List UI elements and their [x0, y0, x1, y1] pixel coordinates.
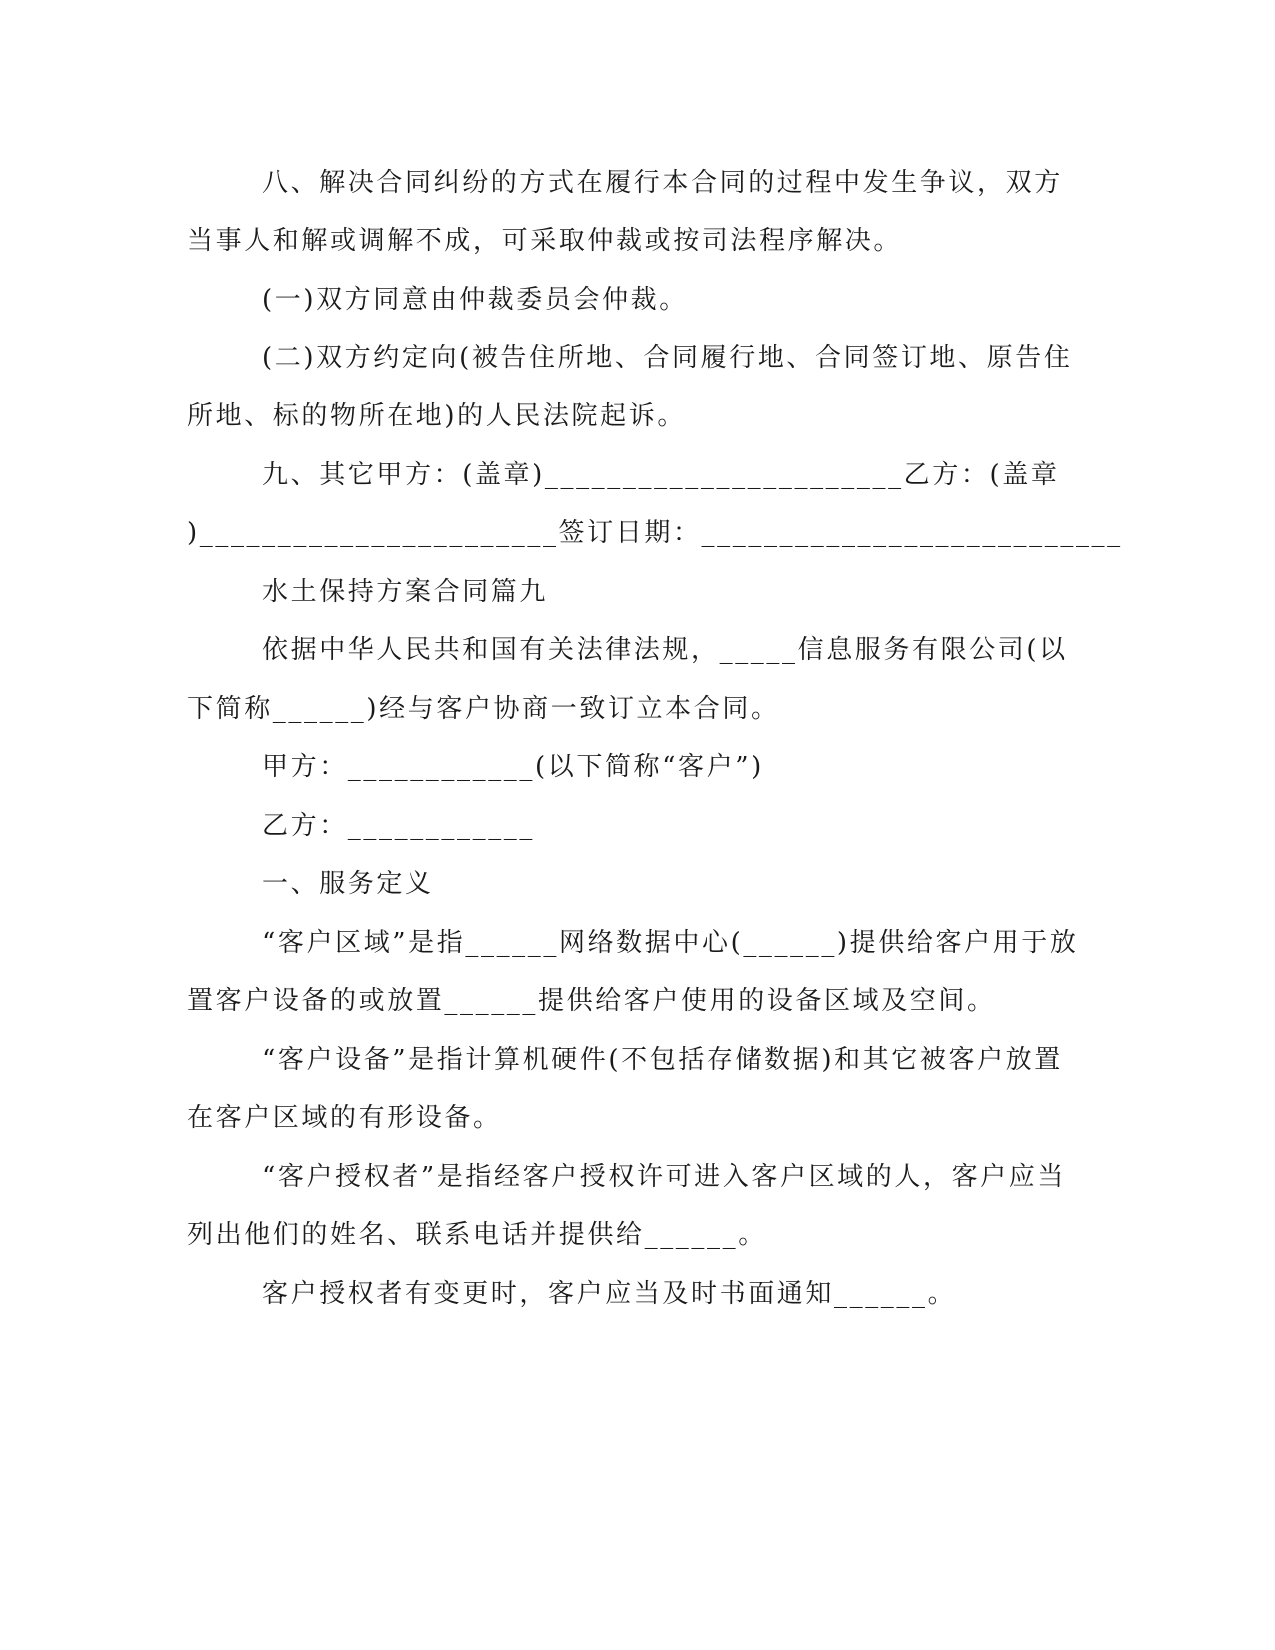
paragraph-court-option-line-1: (二)双方约定向(被告住所地、合同履行地、合同签订地、原告住	[262, 343, 1073, 373]
section-heading-contract-nine: 水土保持方案合同篇九	[262, 577, 549, 607]
paragraph-authorized-person-line-2: 列出他们的姓名、联系电话并提供给______。	[187, 1220, 767, 1250]
paragraph-customer-area-line-2: 置客户设备的或放置______提供给客户使用的设备区域及空间。	[187, 986, 996, 1016]
paragraph-dispute-resolution-line-1: 八、解决合同纠纷的方式在履行本合同的过程中发生争议，双方	[262, 168, 1063, 198]
paragraph-authorized-person-change: 客户授权者有变更时，客户应当及时书面通知______。	[262, 1279, 957, 1309]
paragraph-signature-line-1: 九、其它甲方：(盖章)_______________________乙方：(盖章	[262, 460, 1060, 490]
paragraph-preamble-line-2: 下简称______)经与客户协商一致订立本合同。	[187, 694, 780, 724]
paragraph-court-option-line-2: 所地、标的物所在地)的人民法院起诉。	[187, 401, 686, 431]
paragraph-customer-equipment-line-2: 在客户区域的有形设备。	[187, 1103, 502, 1133]
section-heading-service-definition: 一、服务定义	[262, 869, 434, 899]
paragraph-customer-area-line-1: “客户区域”是指______网络数据中心(______)提供给客户用于放	[262, 928, 1079, 958]
party-a-line: 甲方：____________(以下简称“客户”)	[262, 752, 764, 782]
party-b-line: 乙方：____________	[262, 811, 535, 841]
paragraph-preamble-line-1: 依据中华人民共和国有关法律法规，_____信息服务有限公司(以	[262, 635, 1068, 665]
paragraph-arbitration-option: (一)双方同意由仲裁委员会仲裁。	[262, 285, 688, 315]
paragraph-customer-equipment-line-1: “客户设备”是指计算机硬件(不包括存储数据)和其它被客户放置	[262, 1045, 1063, 1075]
paragraph-dispute-resolution-line-2: 当事人和解或调解不成，可采取仲裁或按司法程序解决。	[187, 226, 903, 256]
paragraph-signature-line-2: )_______________________签订日期：___________________________	[187, 518, 1123, 548]
paragraph-authorized-person-line-1: “客户授权者”是指经客户授权许可进入客户区域的人，客户应当	[262, 1162, 1066, 1192]
